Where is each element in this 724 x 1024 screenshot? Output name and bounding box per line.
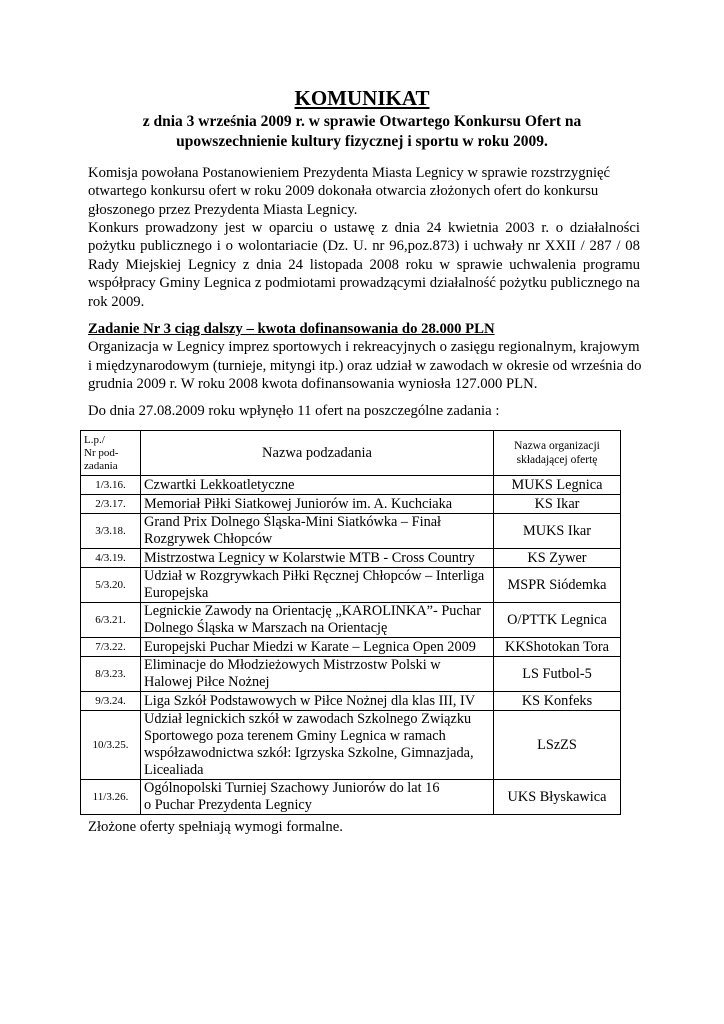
intro-line: Komisja powołana Postanowieniem Prezydenta Miasta Legnicy w sprawie rozstrzygnięć [88, 165, 611, 181]
header-organization [494, 431, 621, 476]
table-row [81, 568, 621, 603]
organization-name: O/PTTK Legnica [494, 603, 621, 638]
subtask-name [141, 495, 494, 514]
table-row [81, 495, 621, 514]
legal-basis-line: pożytku publicznego i o wolontariacie (Dz. U. nr 96,poz.873) i uchwały nr XXII / 287 / 08 [88, 238, 640, 255]
task-description-line: grudnia 2009 r. W roku 2008 kwota dofinansowania wyniosła 127.000 PLN. [88, 376, 538, 393]
organization-name: KS Konfeks [494, 692, 621, 711]
subtask-name-line: Udział w Rozgrywkach Piłki Ręcznej Chłopców – Interliga [144, 568, 485, 584]
task-description-line: i międzynarodowym (turnieje, mityngi itp.) oraz udział w zawodach w okresie od września do [88, 357, 642, 374]
row-number: 11/3.26. [81, 780, 141, 815]
header-org-line: składającej ofertę [516, 454, 598, 466]
table-row [81, 514, 621, 549]
intro-paragraph [88, 164, 640, 219]
subtask-name-line: Europejska [144, 585, 209, 601]
table-header-row [81, 431, 621, 476]
header-lp-line: Nr pod- [84, 446, 119, 459]
subtask-name-line: Dolnego Śląska w Marszach na Orientację [144, 620, 388, 636]
subtask-name-line: Ogólnopolski Turniej Szachowy Juniorów do lat 16 [144, 780, 440, 796]
subtask-name [141, 638, 494, 657]
subtask-name [141, 568, 494, 603]
header-lp-line: L.p./ [84, 433, 105, 446]
subtask-name-line: Legnickie Zawody na Orientację „KAROLINKA”- Puchar [144, 603, 482, 619]
subtask-name-line: Sportowego poza terenem Gminy Legnica w ramach [144, 728, 446, 744]
offers-table-body [81, 476, 621, 815]
table-row [81, 603, 621, 638]
row-number: 1/3.16. [81, 476, 141, 495]
organization-name: KKShotokan Tora [494, 638, 621, 657]
subtask-name-line: Europejski Puchar Miedzi w Karate – Legnica Open 2009 [144, 638, 476, 655]
header-subtask-name: Nazwa podzadania [141, 431, 494, 476]
table-row [81, 476, 621, 495]
subtask-name [141, 657, 494, 692]
subtask-name-line: Liga Szkół Podstawowych w Piłce Nożnej dla klas III, IV [144, 692, 476, 709]
subtask-name-line: Grand Prix Dolnego Śląska-Mini Siatkówka – Finał [144, 514, 442, 530]
row-number: 4/3.19. [81, 549, 141, 568]
subtask-name [141, 514, 494, 549]
table-row [81, 549, 621, 568]
task-description-line: Organizacja w Legnicy imprez sportowych i rekreacyjnych o zasięgu regionalnym, krajowym [88, 339, 640, 356]
subtask-name-line: współzawodnictwa szkół: Igrzyska Szkolne, Gimnazjada, [144, 745, 474, 761]
task-section [88, 320, 640, 394]
row-number: 10/3.25. [81, 711, 141, 780]
table-row [81, 692, 621, 711]
subtask-name-line: Udział legnickich szkół w zawodach Szkolnego Związku [144, 711, 472, 727]
document-title: KOMUNIKAT [294, 86, 430, 110]
row-number: 8/3.23. [81, 657, 141, 692]
conclusion-text: Złożone oferty spełniają wymogi formalne. [88, 819, 343, 835]
row-number: 3/3.18. [81, 514, 141, 549]
table-row [81, 780, 621, 815]
legal-basis-line: rok 2009. [88, 293, 145, 310]
subtask-name-line: Memoriał Piłki Siatkowej Juniorów im. A. Kuchciaka [144, 495, 453, 512]
organization-name: KS Zywer [494, 549, 621, 568]
row-number: 2/3.17. [81, 495, 141, 514]
header-lp [81, 431, 141, 476]
subtask-name-line: Halowej Piłce Nożnej [144, 674, 270, 690]
subtitle-line: z dnia 3 września 2009 r. w sprawie Otwartego Konkursu Ofert na [142, 113, 582, 130]
header-lp-line: zadania [84, 459, 118, 472]
subtask-name [141, 476, 494, 495]
row-number: 6/3.21. [81, 603, 141, 638]
subtask-name-line: Czwartki Lekkoatletyczne [144, 476, 295, 493]
row-number: 7/3.22. [81, 638, 141, 657]
document-subtitle [0, 112, 724, 152]
table-row [81, 711, 621, 780]
offers-count-text: Do dnia 27.08.2009 roku wpłynęło 11 ofert na poszczególne zadania : [88, 403, 500, 419]
organization-name: MUKS Legnica [494, 476, 621, 495]
organization-name: UKS Błyskawica [494, 780, 621, 815]
subtask-name-line: Eliminacje do Młodzieżowych Mistrzostw Polski w [144, 657, 441, 673]
table-row [81, 638, 621, 657]
legal-basis-line: Rady Miejskiej Legnicy z dnia 24 listopada 2008 roku w sprawie uchwalenia programu [88, 256, 640, 273]
row-number: 5/3.20. [81, 568, 141, 603]
subtask-name [141, 549, 494, 568]
subtask-name-line: Rozgrywek Chłopców [144, 531, 273, 547]
legal-basis-line: Konkurs prowadzony jest w oparciu o ustawę z dnia 24 kwietnia 2003 r. o działalności [88, 220, 640, 236]
organization-name: LSzZS [494, 711, 621, 780]
intro-line: głoszonego przez Prezydenta Miasta Legnicy. [88, 201, 358, 218]
organization-name: MUKS Ikar [494, 514, 621, 549]
organization-name: MSPR Siódemka [494, 568, 621, 603]
subtitle-line: upowszechnienie kultury fizycznej i sportu w roku 2009. [176, 133, 548, 150]
legal-basis-line: współpracy Gminy Legnica z podmiotami prowadzącymi działalność pożytku publicznego na [88, 275, 640, 292]
subtask-name-line: Mistrzostwa Legnicy w Kolarstwie MTB - Cross Country [144, 549, 475, 566]
subtask-name [141, 711, 494, 780]
row-number: 9/3.24. [81, 692, 141, 711]
organization-name: KS Ikar [494, 495, 621, 514]
offers-table [80, 430, 621, 815]
subtask-name [141, 603, 494, 638]
task-heading: Zadanie Nr 3 ciąg dalszy – kwota dofinansowania do 28.000 PLN [88, 321, 495, 337]
header-org-line: Nazwa organizacji [514, 440, 600, 452]
subtask-name [141, 780, 494, 815]
subtask-name [141, 692, 494, 711]
organization-name: LS Futbol-5 [494, 657, 621, 692]
table-row [81, 657, 621, 692]
subtask-name-line: o Puchar Prezydenta Legnicy [144, 797, 312, 813]
legal-basis-paragraph [88, 219, 640, 311]
intro-line: otwartego konkursu ofert w roku 2009 dokonała otwarcia złożonych ofert do konkursu [88, 183, 599, 200]
subtask-name-line: Licealiada [144, 762, 204, 778]
